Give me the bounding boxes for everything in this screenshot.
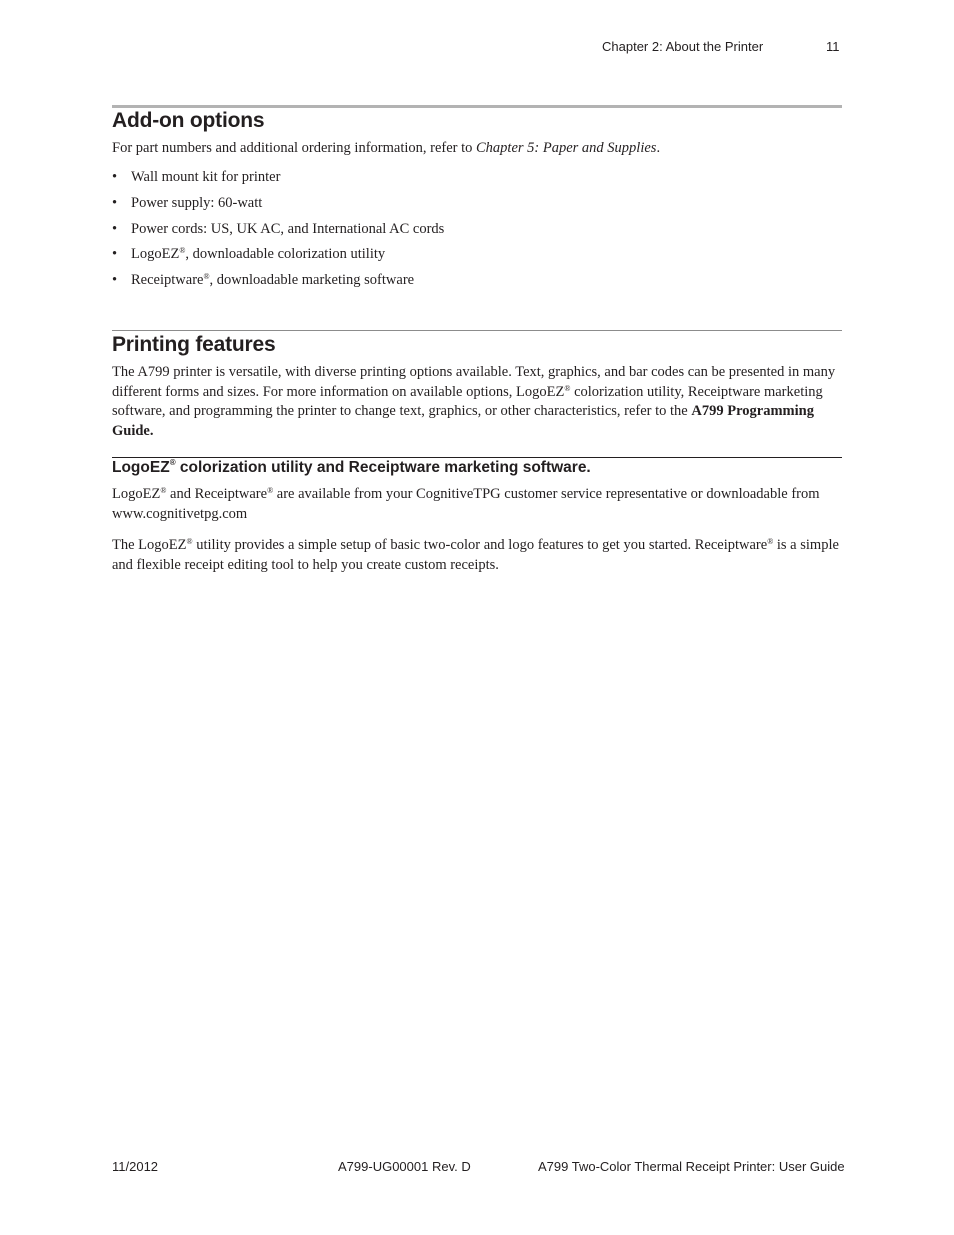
list-item-text-rest: , downloadable marketing software	[209, 272, 415, 289]
list-item-text: LogoEZ	[131, 246, 180, 263]
list-item	[112, 194, 444, 220]
bullet-icon: •	[112, 194, 118, 211]
programming-guide-reference: A799 Programming Guide.	[112, 403, 814, 439]
footer-doc-number: A799-UG00001 Rev. D	[338, 1159, 471, 1174]
addon-intro	[112, 139, 842, 159]
chapter-reference: Chapter 5: Paper and Supplies	[476, 140, 657, 156]
footer-date: 11/2012	[112, 1159, 159, 1174]
registered-mark: ®	[186, 537, 193, 546]
bullet-icon: •	[112, 272, 118, 289]
paragraph-text: are available from your CognitiveTPG customer service representative or downloadable from www.cognitivetpg.com	[112, 486, 820, 522]
page-number: 11	[826, 39, 840, 54]
paragraph-text: colorization utility, Receiptware marketing software, and programming the printer to change text, graphics, or other characteristics, refer to the	[112, 383, 823, 419]
list-item-text: Receiptware	[131, 272, 204, 289]
list-item-text: Power cords: US, UK AC, and International AC cords	[131, 220, 445, 237]
printing-features-paragraph	[112, 363, 842, 441]
list-item-text: Power supply: 60-watt	[131, 194, 263, 211]
list-item	[112, 168, 444, 194]
addon-intro-text: For part numbers and additional ordering information, refer to	[112, 140, 477, 156]
registered-mark: ®	[267, 486, 274, 495]
section-divider	[112, 105, 842, 108]
bullet-icon: •	[112, 220, 118, 237]
subsection-divider	[112, 457, 842, 458]
paragraph-text: The A799 printer is versatile, with diverse printing options available. Text, graphics, and bar codes can be presented in many different forms and sizes. For more information on available options, LogoEZ	[112, 364, 836, 400]
section-divider	[112, 330, 842, 331]
registered-mark: ®	[564, 383, 571, 393]
logoez-availability-paragraph	[112, 485, 842, 524]
section-title-addon-options: Add-on options	[112, 109, 265, 132]
list-item-text-rest: , downloadable colorization utility	[185, 246, 386, 263]
addon-intro-suffix: .	[656, 140, 661, 156]
list-item-text: Wall mount kit for printer	[131, 169, 281, 185]
bullet-icon: •	[112, 246, 118, 263]
running-header-chapter: Chapter 2: About the Printer	[602, 39, 764, 54]
bullet-icon: •	[112, 169, 118, 185]
registered-mark: ®	[160, 486, 167, 495]
list-item	[112, 245, 444, 271]
paragraph-text: utility provides a simple setup of basic two-color and logo features to get you started. Receiptware	[192, 537, 768, 553]
registered-mark: ®	[767, 537, 774, 546]
paragraph-text: LogoEZ	[112, 486, 161, 502]
addon-options-list	[112, 168, 444, 297]
title-text: LogoEZ	[112, 459, 170, 476]
subsection-title-logoez	[112, 459, 591, 477]
list-item	[112, 271, 444, 297]
registered-mark: ®	[179, 246, 186, 256]
paragraph-text: is a simple and flexible receipt editing tool to help you create custom receipts.	[112, 537, 839, 573]
title-text: colorization utility and Receiptware marketing software.	[175, 459, 591, 476]
list-item	[112, 220, 444, 246]
registered-mark: ®	[203, 272, 210, 282]
logoez-description-paragraph	[112, 536, 842, 575]
paragraph-text: The LogoEZ	[112, 537, 187, 553]
registered-mark: ®	[169, 458, 176, 467]
section-title-printing-features: Printing features	[112, 333, 276, 356]
footer-doc-title: A799 Two-Color Thermal Receipt Printer: User Guide	[538, 1159, 845, 1174]
paragraph-text: and Receiptware	[166, 486, 268, 502]
